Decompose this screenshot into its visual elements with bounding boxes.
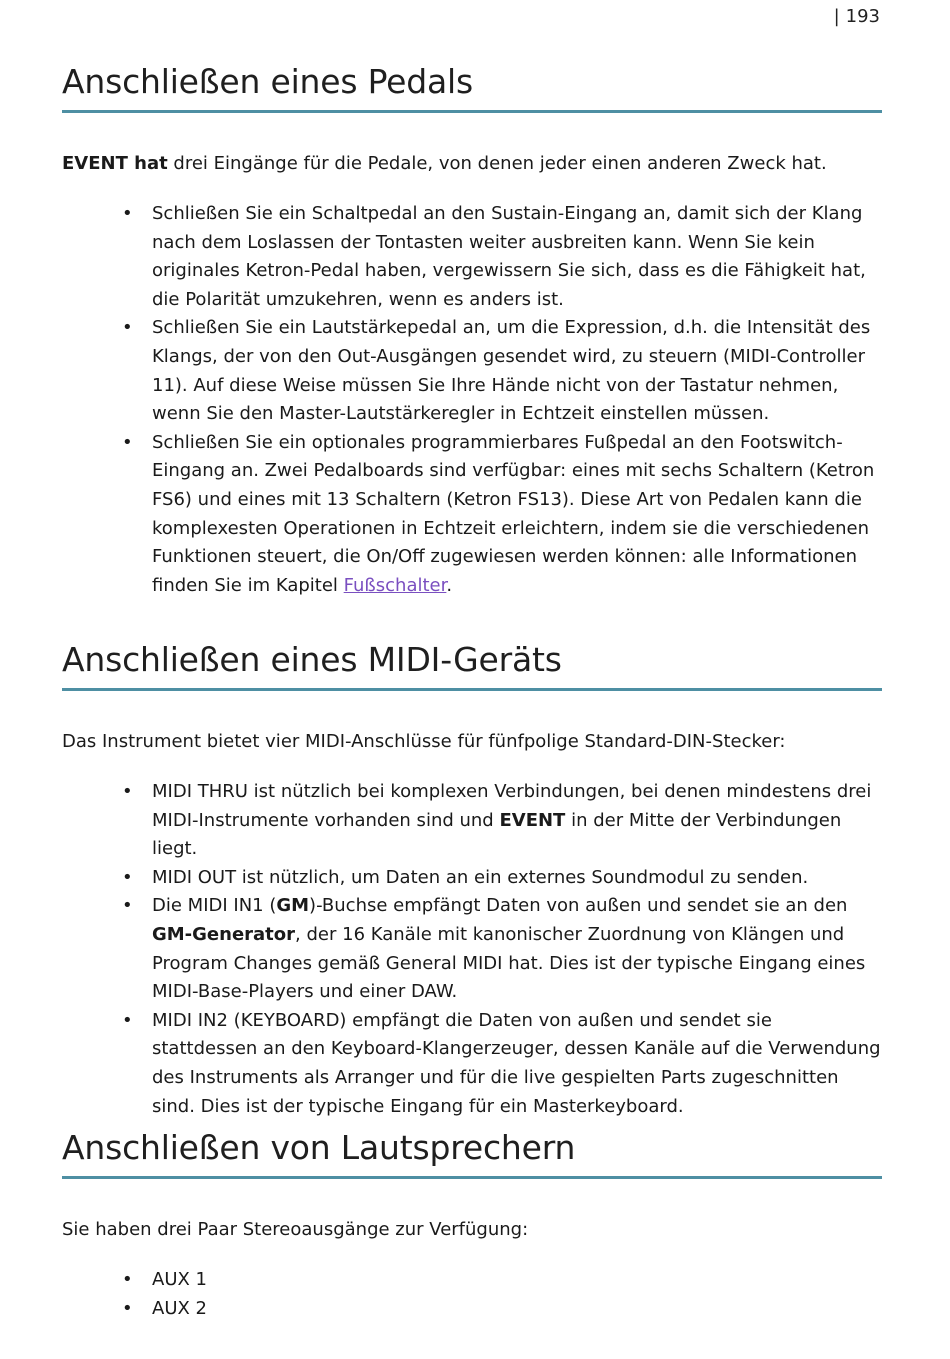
heading-speaker: Anschließen von Lautsprechern <box>62 1128 882 1179</box>
list-item-text: MIDI THRU ist nützlich bei komplexen Verbindungen, bei denen mindestens drei MIDI-Instrumente vorhanden sind und <box>152 781 872 831</box>
list-item: • Schließen Sie ein Lautstärkepedal an, um die Expression, d.h. die Intensität des Klangs, der von den Out-Ausgängen gesendet wird, zu steuern (MIDI-Controller 11). Auf diese Weise müssen Sie Ihre Hände nicht von der Tastatur nehmen, wenn Sie den Master-Lautstärkeregler in Echtzeit einstellen müssen. <box>152 314 882 428</box>
pedal-list <box>62 200 882 600</box>
list-item <box>152 429 882 601</box>
page-number-divider: | <box>833 6 840 27</box>
midi-intro: Das Instrument bietet vier MIDI-Anschlüsse für fünfpolige Standard-DIN-Stecker: <box>62 731 786 752</box>
section-midi <box>62 640 882 1121</box>
list-item: • AUX 2 <box>152 1295 882 1324</box>
list-item <box>152 892 882 1006</box>
heading-pedal: Anschließen eines Pedals <box>62 62 882 113</box>
heading-midi: Anschließen eines MIDI-Geräts <box>62 640 882 691</box>
pedal-intro <box>62 149 882 178</box>
speaker-intro: Sie haben drei Paar Stereoausgänge zur Verfügung: <box>62 1219 529 1240</box>
page-number-value: 193 <box>845 6 880 27</box>
list-item <box>152 778 882 864</box>
list-item-text: Schließen Sie ein optionales programmierbares Fußpedal an den Footswitch-Eingang an. Zwei Pedalboards sind verfügbar: eines mit sechs Schaltern (Ketron FS6) und eines mit 13 Schaltern (Ketron FS13). Diese Art von Pedalen kann die komplexesten Operationen in Echtzeit erleichtern, indem sie die verschiedenen Funktionen steuert, die On/Off zugewiesen werden können: alle Informationen finden Sie im Kapitel <box>152 431 875 596</box>
footswitch-chapter-link[interactable]: Fußschalter <box>343 574 447 596</box>
section-pedal <box>62 62 882 600</box>
list-item-text: , der 16 Kanäle mit kanonischer Zuordnung von Klängen und Program Changes gemäß General MIDI hat. Dies ist der typische Eingang eines MIDI-Base-Players und einer DAW. <box>152 923 866 1003</box>
list-item-bold: GM-Generator <box>152 923 296 945</box>
section-speaker <box>62 1128 882 1323</box>
pedal-intro-bold: EVENT hat <box>62 153 168 174</box>
list-item-text: )-Buchse empfängt Daten von außen und sendet sie an den <box>309 895 848 917</box>
list-item-end: . <box>446 574 453 596</box>
list-item-text: in der Mitte der Verbindungen liegt. <box>152 809 842 860</box>
midi-list <box>62 778 882 1121</box>
list-item: • MIDI OUT ist nützlich, um Daten an ein externes Soundmodul zu senden. <box>152 864 882 893</box>
list-item: • AUX 1 <box>152 1266 882 1295</box>
page-number <box>834 6 880 27</box>
speaker-list <box>62 1266 882 1323</box>
list-item-bold: EVENT <box>499 809 566 831</box>
list-item: • Schließen Sie ein Schaltpedal an den Sustain-Eingang an, damit sich der Klang nach dem Loslassen der Tontasten weiter ausbreiten kann. Wenn Sie kein originales Ketron-Pedal haben, vergewissern Sie sich, dass es die Fähigkeit hat, die Polarität umzukehren, wenn es anders ist. <box>152 200 882 314</box>
list-item: • MIDI IN2 (KEYBOARD) empfängt die Daten von außen und sendet sie stattdessen an den Keyboard-Klangerzeuger, dessen Kanäle auf die Verwendung des Instruments als Arranger und für die live gespielten Parts zugeschnitten sind. Dies ist der typische Eingang für ein Masterkeyboard. <box>152 1007 882 1121</box>
list-item-bold: GM <box>276 895 310 917</box>
list-item-text: Die MIDI IN1 ( <box>152 895 277 917</box>
pedal-intro-text: drei Eingänge für die Pedale, von denen jeder einen anderen Zweck hat. <box>167 153 827 174</box>
